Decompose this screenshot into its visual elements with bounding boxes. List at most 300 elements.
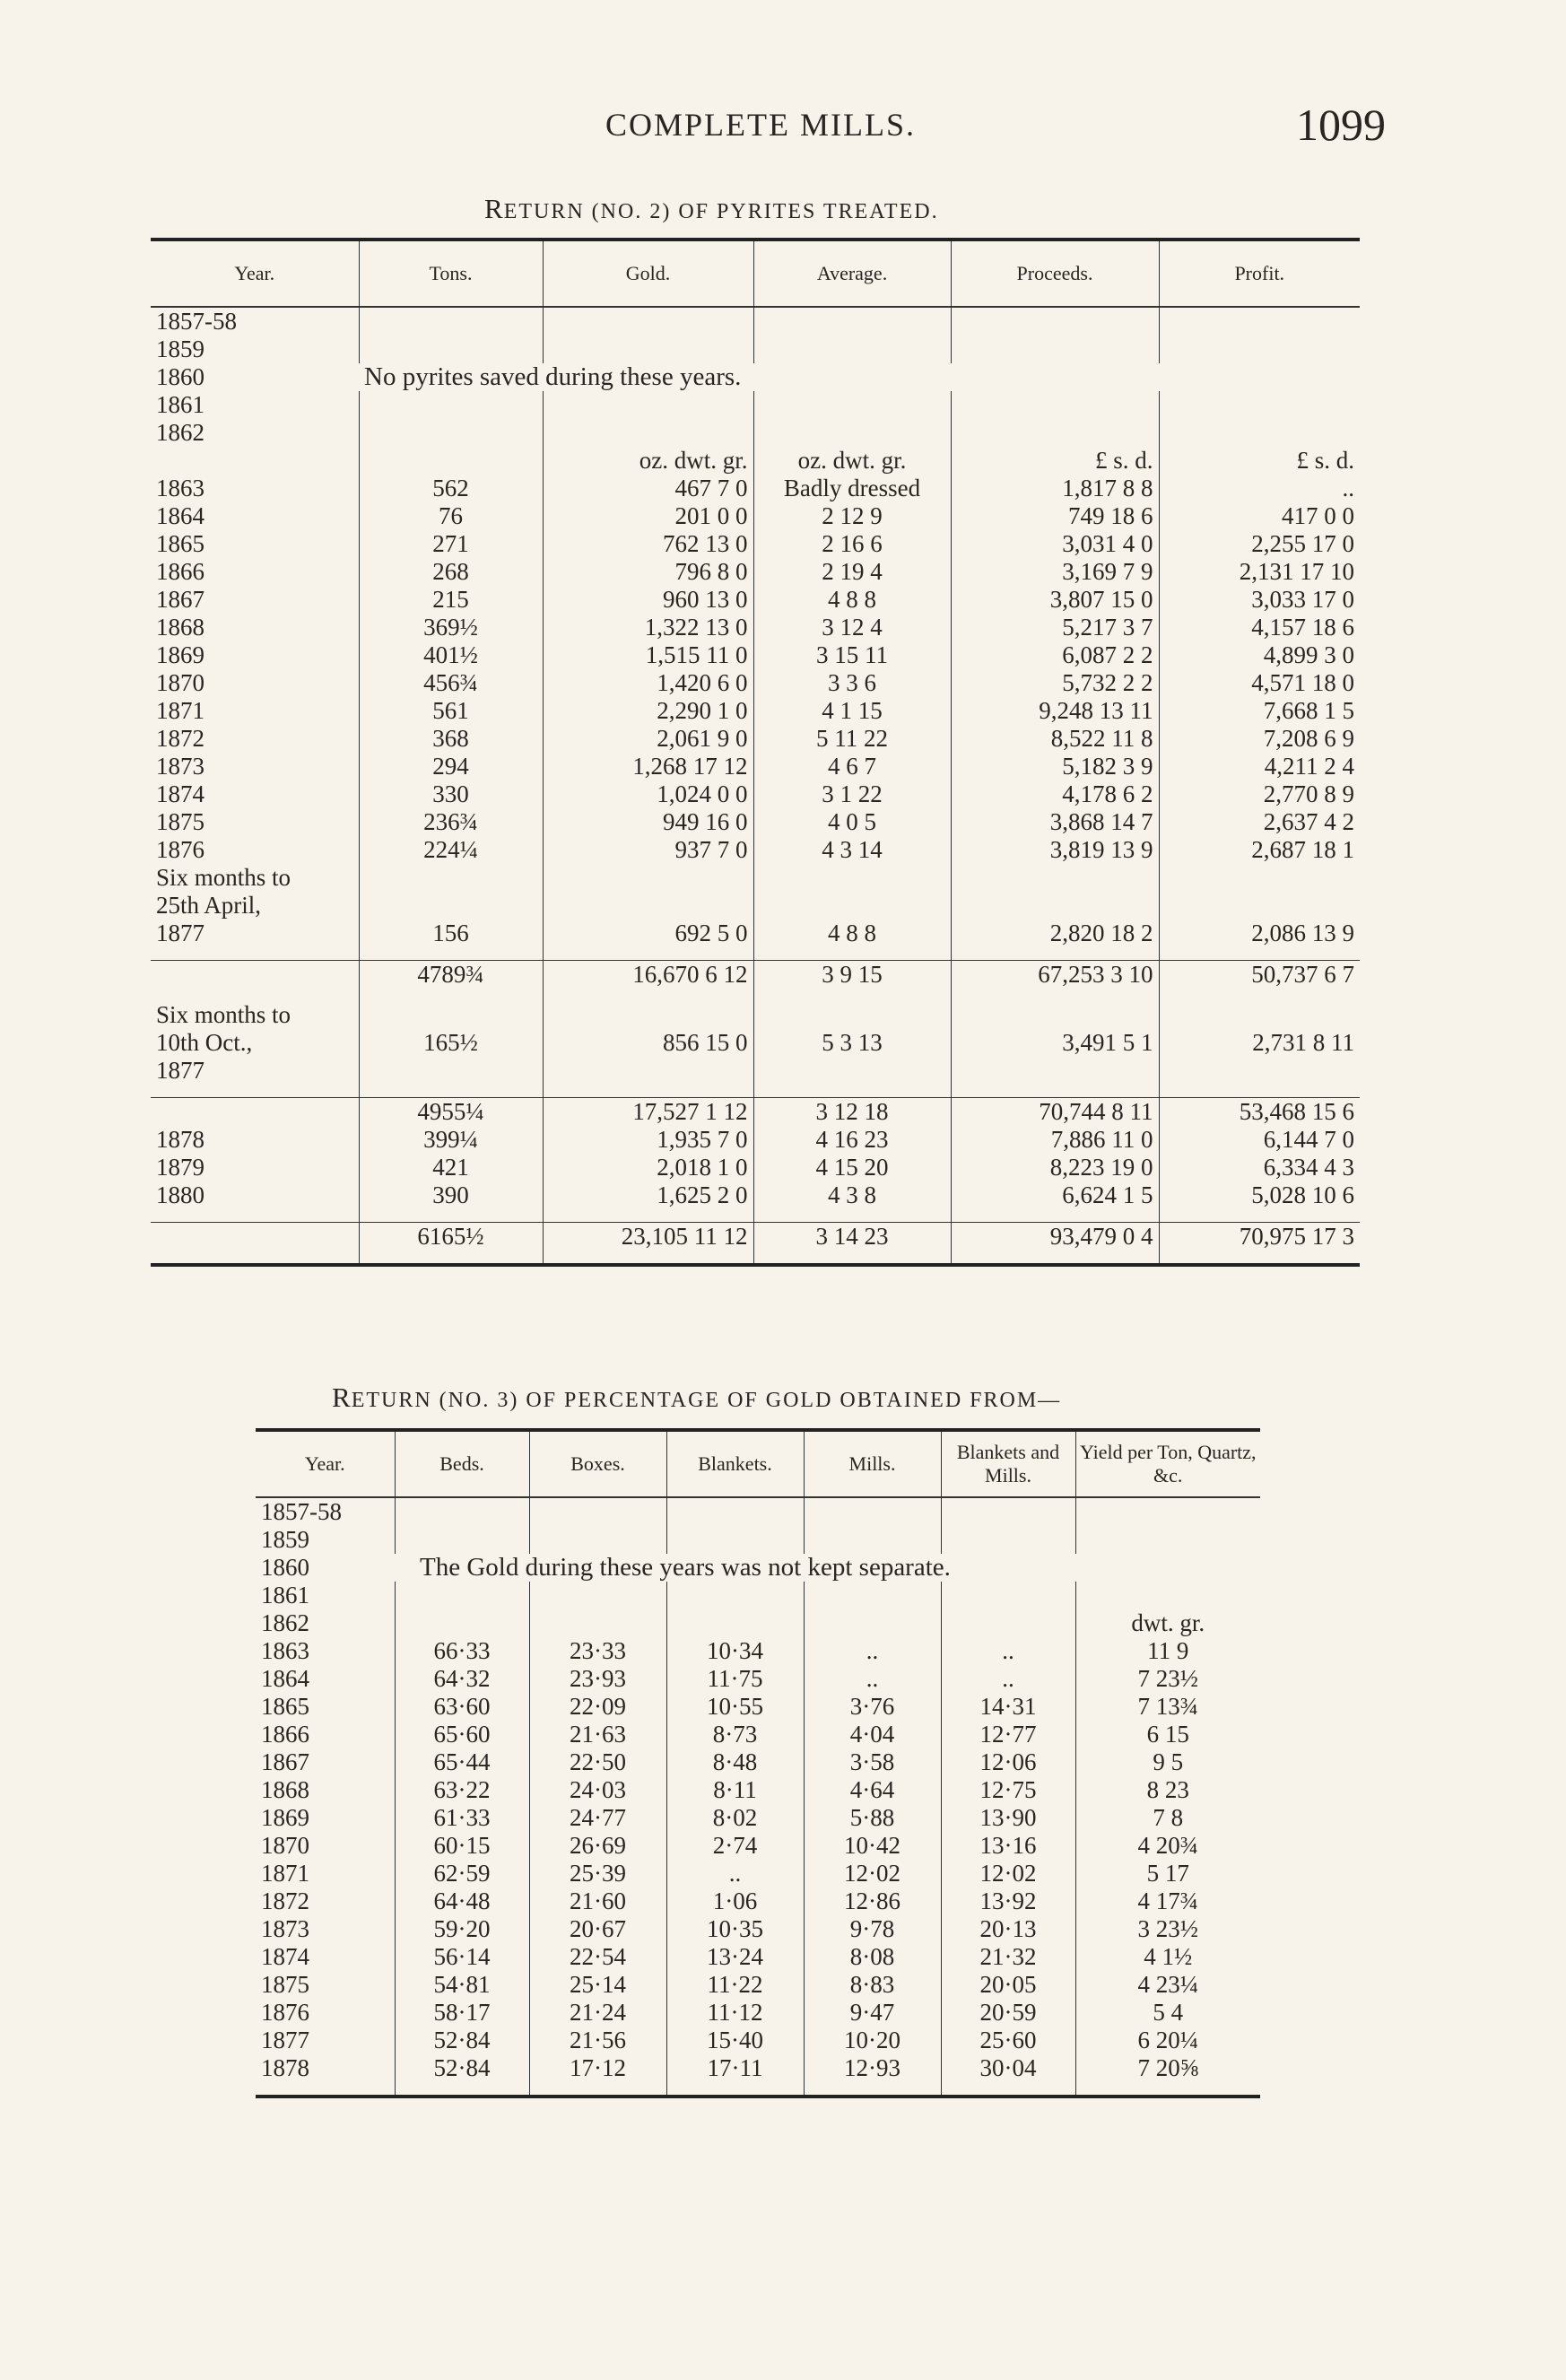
- yield-cell: 3 23½: [1075, 1915, 1260, 1943]
- table-row: [256, 1971, 1260, 1999]
- blankets-mills-cell: 14·31: [941, 1693, 1075, 1721]
- year-cell: 1870: [156, 669, 204, 696]
- gold-cell: 16,670 6 12: [543, 961, 753, 989]
- tons-cell: 330: [359, 780, 543, 808]
- table-row: [151, 669, 1360, 697]
- proceeds-cell: 67,253 3 10: [951, 961, 1159, 989]
- gold-cell: 1,515 11 0: [543, 641, 753, 669]
- table-row: [151, 1181, 1360, 1209]
- year-cell: 1879: [156, 1154, 204, 1181]
- yield-cell: 7 13¾: [1075, 1693, 1260, 1721]
- gold-cell: 2,018 1 0: [543, 1154, 753, 1181]
- units-profit: £ s. d.: [1159, 447, 1360, 475]
- proceeds-cell: 70,744 8 11: [951, 1098, 1159, 1127]
- early-note: No pyrites saved during these years.: [364, 362, 742, 391]
- blankets-mills-cell: 30·04: [941, 2054, 1075, 2082]
- pyrites-table: [151, 238, 1360, 1267]
- table-row: [151, 363, 1360, 391]
- boxes-cell: 23·33: [529, 1637, 666, 1665]
- mills-cell: 10·42: [804, 1832, 941, 1860]
- proceeds-cell: 8,522 11 8: [951, 725, 1159, 753]
- year-cell: 1866: [261, 1721, 309, 1748]
- boxes-cell: 21·60: [529, 1887, 666, 1915]
- mills-cell: 10·20: [804, 2027, 941, 2054]
- col-gold: Gold.: [543, 240, 753, 307]
- table-row: [151, 641, 1360, 669]
- running-head: [152, 100, 1386, 160]
- blankets-mills-cell: 20·05: [941, 1971, 1075, 1999]
- tons-cell: 390: [359, 1181, 543, 1209]
- yield-cell: 4 17¾: [1075, 1887, 1260, 1915]
- beds-cell: 60·15: [395, 1832, 529, 1860]
- gold-cell: 201 0 0: [543, 502, 753, 530]
- year-cell: 1880: [156, 1181, 204, 1208]
- table-row: [256, 1804, 1260, 1832]
- proceeds-cell: 6,087 2 2: [951, 641, 1159, 669]
- proceeds-cell: 2,820 18 2: [951, 920, 1159, 947]
- table-row: [256, 1693, 1260, 1721]
- yield-cell: 9 5: [1075, 1748, 1260, 1776]
- col-year: Year.: [304, 1452, 345, 1475]
- gold-cell: 762 13 0: [543, 530, 753, 558]
- six-months-label-row: [151, 1001, 1360, 1029]
- year-cell: 1872: [156, 725, 204, 752]
- tons-cell: 271: [359, 530, 543, 558]
- mills-cell: 12·93: [804, 2054, 941, 2082]
- beds-cell: 66·33: [395, 1637, 529, 1665]
- table-row: [256, 1832, 1260, 1860]
- col-blankets: Blankets.: [666, 1430, 804, 1497]
- tons-cell: 421: [359, 1154, 543, 1181]
- tons-cell: 562: [359, 475, 543, 502]
- yield-cell: 4 1½: [1075, 1943, 1260, 1971]
- table-row: [256, 1887, 1260, 1915]
- table-row: [256, 1860, 1260, 1887]
- year-cell: 1862: [261, 1609, 309, 1636]
- table3-header-row: [256, 1430, 1260, 1497]
- average-cell: 4 8 8: [753, 586, 951, 614]
- year-cell: 1860: [156, 363, 204, 390]
- beds-cell: 62·59: [395, 1860, 529, 1887]
- profit-cell: 4,211 2 4: [1159, 753, 1360, 780]
- mills-cell: ..: [804, 1665, 941, 1693]
- page-number: 1099: [1296, 100, 1386, 150]
- blankets-mills-cell: 12·75: [941, 1776, 1075, 1804]
- beds-cell: 58·17: [395, 1999, 529, 2027]
- year-cell: 1869: [261, 1804, 309, 1831]
- gold-cell: 1,625 2 0: [543, 1181, 753, 1209]
- boxes-cell: 26·69: [529, 1832, 666, 1860]
- table-row: [256, 2027, 1260, 2054]
- yield-cell: 5 4: [1075, 1999, 1260, 2027]
- mills-cell: 3·76: [804, 1693, 941, 1721]
- col-proceeds: Proceeds.: [951, 240, 1159, 307]
- year-cell: 1863: [156, 475, 204, 501]
- beds-cell: 65·44: [395, 1748, 529, 1776]
- profit-cell: 2,637 4 2: [1159, 808, 1360, 836]
- tons-cell: 6165½: [359, 1223, 543, 1251]
- year-cell: 1857-58: [261, 1498, 342, 1525]
- average-cell: 4 16 23: [753, 1126, 951, 1154]
- early-note: The Gold during these years was not kept separate.: [420, 1553, 951, 1582]
- boxes-cell: 22·54: [529, 1943, 666, 1971]
- profit-cell: 4,571 18 0: [1159, 669, 1360, 697]
- yield-cell: 7 20⅝: [1075, 2054, 1260, 2082]
- blankets-cell: 11·22: [666, 1971, 804, 1999]
- proceeds-cell: 3,031 4 0: [951, 530, 1159, 558]
- mills-cell: 8·83: [804, 1971, 941, 1999]
- tons-cell: 368: [359, 725, 543, 753]
- tons-cell: 399¼: [359, 1126, 543, 1154]
- blankets-mills-cell: 12·06: [941, 1748, 1075, 1776]
- year-cell: 1871: [261, 1860, 309, 1887]
- beds-cell: 65·60: [395, 1721, 529, 1748]
- six-months-label-row: [151, 892, 1360, 920]
- table-row: [151, 475, 1360, 502]
- table-row: [151, 836, 1360, 864]
- units-average: oz. dwt. gr.: [753, 447, 951, 475]
- average-cell: 3 12 4: [753, 614, 951, 641]
- tons-cell: 224¼: [359, 836, 543, 864]
- mills-cell: 12·86: [804, 1887, 941, 1915]
- table3-caption: RETURN (NO. 3) OF PERCENTAGE OF GOLD OBTAINED FROM—: [332, 1382, 1062, 1413]
- period-label: 25th April,: [156, 892, 262, 919]
- year-cell: 1873: [156, 753, 204, 780]
- proceeds-cell: 749 18 6: [951, 502, 1159, 530]
- tons-cell: 76: [359, 502, 543, 530]
- gold-cell: 796 8 0: [543, 558, 753, 586]
- profit-cell: 7,208 6 9: [1159, 725, 1360, 753]
- table-row: [151, 725, 1360, 753]
- profit-cell: 2,687 18 1: [1159, 836, 1360, 864]
- gold-cell: 1,935 7 0: [543, 1126, 753, 1154]
- gold-cell: 23,105 11 12: [543, 1223, 753, 1251]
- year-cell: 1861: [156, 391, 204, 418]
- col-beds: Beds.: [395, 1430, 529, 1497]
- table-row: [151, 614, 1360, 641]
- blankets-cell: 8·48: [666, 1748, 804, 1776]
- period-label: 1877: [156, 1057, 204, 1084]
- proceeds-cell: 93,479 0 4: [951, 1223, 1159, 1251]
- year-cell: 10th Oct.,: [156, 1029, 253, 1056]
- table-row: [256, 1665, 1260, 1693]
- year-cell: 1877: [261, 2027, 309, 2053]
- profit-cell: 6,144 7 0: [1159, 1126, 1360, 1154]
- blankets-mills-cell: ..: [941, 1665, 1075, 1693]
- profit-cell: 7,668 1 5: [1159, 697, 1360, 725]
- tons-cell: 369½: [359, 614, 543, 641]
- average-cell: 3 3 6: [753, 669, 951, 697]
- average-cell: 2 19 4: [753, 558, 951, 586]
- boxes-cell: 22·50: [529, 1748, 666, 1776]
- proceeds-cell: 3,807 15 0: [951, 586, 1159, 614]
- blankets-mills-cell: 20·13: [941, 1915, 1075, 1943]
- blankets-mills-cell: 12·77: [941, 1721, 1075, 1748]
- blankets-mills-cell: ..: [941, 1637, 1075, 1665]
- proceeds-cell: 4,178 6 2: [951, 780, 1159, 808]
- year-cell: 1874: [261, 1943, 309, 1970]
- beds-cell: 63·60: [395, 1693, 529, 1721]
- average-cell: 4 8 8: [753, 920, 951, 947]
- blankets-mills-cell: 13·16: [941, 1832, 1075, 1860]
- proceeds-cell: 7,886 11 0: [951, 1126, 1159, 1154]
- tons-cell: 4789¾: [359, 961, 543, 989]
- year-cell: 1859: [261, 1526, 309, 1553]
- beds-cell: 63·22: [395, 1776, 529, 1804]
- blankets-cell: 13·24: [666, 1943, 804, 1971]
- proceeds-cell: 5,182 3 9: [951, 753, 1159, 780]
- table2-header-row: [151, 240, 1360, 307]
- blankets-cell: 11·75: [666, 1665, 804, 1693]
- table-row: [151, 586, 1360, 614]
- table-row: [256, 1526, 1260, 1554]
- period-label: Six months to: [156, 1001, 291, 1028]
- yield-cell: 4 20¾: [1075, 1832, 1260, 1860]
- proceeds-cell: 3,819 13 9: [951, 836, 1159, 864]
- beds-cell: 64·48: [395, 1887, 529, 1915]
- gold-cell: 2,061 9 0: [543, 725, 753, 753]
- profit-cell: 6,334 4 3: [1159, 1154, 1360, 1181]
- six-months-label-row: [151, 1057, 1360, 1085]
- table-row: [256, 1999, 1260, 2027]
- year-cell: 1867: [261, 1748, 309, 1775]
- blankets-mills-cell: 25·60: [941, 2027, 1075, 2054]
- year-cell: 1871: [156, 697, 204, 724]
- units-gold: oz. dwt. gr.: [543, 447, 753, 475]
- table-row: [256, 2054, 1260, 2082]
- year-cell: 1867: [156, 586, 204, 613]
- gold-cell: 467 7 0: [543, 475, 753, 502]
- profit-cell: 417 0 0: [1159, 502, 1360, 530]
- mills-cell: 12·02: [804, 1860, 941, 1887]
- gold-cell: 17,527 1 12: [543, 1098, 753, 1127]
- year-cell: 1878: [261, 2054, 309, 2081]
- table-row: [256, 1943, 1260, 1971]
- total-row: [151, 1223, 1360, 1251]
- profit-cell: 53,468 15 6: [1159, 1098, 1360, 1127]
- boxes-cell: 22·09: [529, 1693, 666, 1721]
- gold-cell: 1,024 0 0: [543, 780, 753, 808]
- average-cell: 4 3 14: [753, 836, 951, 864]
- year-cell: 1857-58: [156, 308, 237, 335]
- col-yield: Yield per Ton, Quartz, &c.: [1075, 1430, 1260, 1497]
- average-cell: 4 15 20: [753, 1154, 951, 1181]
- average-cell: 4 1 15: [753, 697, 951, 725]
- table-row: [151, 530, 1360, 558]
- blankets-cell: 10·34: [666, 1637, 804, 1665]
- average-cell: 5 3 13: [753, 1029, 951, 1057]
- col-blankets-and-mills: Blankets and Mills.: [941, 1430, 1075, 1497]
- table-row: [256, 1748, 1260, 1776]
- profit-cell: 2,770 8 9: [1159, 780, 1360, 808]
- year-cell: 1864: [261, 1665, 309, 1692]
- year-cell: 1875: [261, 1971, 309, 1998]
- proceeds-cell: 5,217 3 7: [951, 614, 1159, 641]
- yield-cell: 4 23¼: [1075, 1971, 1260, 1999]
- year-cell: 1865: [156, 530, 204, 557]
- gold-cell: 1,268 17 12: [543, 753, 753, 780]
- table-row: [256, 1915, 1260, 1943]
- year-cell: 1869: [156, 641, 204, 668]
- table-row: [256, 1776, 1260, 1804]
- blankets-cell: 8·73: [666, 1721, 804, 1748]
- table-row: [151, 419, 1360, 447]
- col-average: Average.: [753, 240, 951, 307]
- beds-cell: 52·84: [395, 2027, 529, 2054]
- tons-cell: 561: [359, 697, 543, 725]
- average-cell: 3 12 18: [753, 1098, 951, 1127]
- year-cell: 1876: [261, 1999, 309, 2026]
- year-cell: 1868: [261, 1776, 309, 1803]
- col-boxes: Boxes.: [529, 1430, 666, 1497]
- proceeds-cell: 5,732 2 2: [951, 669, 1159, 697]
- average-cell: 4 6 7: [753, 753, 951, 780]
- beds-cell: 52·84: [395, 2054, 529, 2082]
- blankets-cell: 11·12: [666, 1999, 804, 2027]
- blankets-mills-cell: 13·92: [941, 1887, 1075, 1915]
- col-profit: Profit.: [1159, 240, 1360, 307]
- blankets-mills-cell: 13·90: [941, 1804, 1075, 1832]
- profit-cell: 4,899 3 0: [1159, 641, 1360, 669]
- mills-cell: 8·08: [804, 1943, 941, 1971]
- boxes-cell: 23·93: [529, 1665, 666, 1693]
- boxes-cell: 21·56: [529, 2027, 666, 2054]
- profit-cell: 50,737 6 7: [1159, 961, 1360, 989]
- year-cell: 1875: [156, 808, 204, 835]
- average-cell: 3 9 15: [753, 961, 951, 989]
- blankets-mills-cell: 21·32: [941, 1943, 1075, 1971]
- boxes-cell: 21·63: [529, 1721, 666, 1748]
- average-cell: 4 0 5: [753, 808, 951, 836]
- blankets-cell: ..: [666, 1860, 804, 1887]
- mills-cell: ..: [804, 1637, 941, 1665]
- tons-cell: 268: [359, 558, 543, 586]
- beds-cell: 54·81: [395, 1971, 529, 1999]
- proceeds-cell: 3,169 7 9: [951, 558, 1159, 586]
- average-cell: 4 3 8: [753, 1181, 951, 1209]
- boxes-cell: 25·39: [529, 1860, 666, 1887]
- year-cell: 1870: [261, 1832, 309, 1859]
- boxes-cell: 21·24: [529, 1999, 666, 2027]
- tons-cell: 294: [359, 753, 543, 780]
- table-row: [256, 1609, 1260, 1637]
- table-row: [256, 1497, 1260, 1526]
- beds-cell: 56·14: [395, 1943, 529, 1971]
- blankets-cell: 1·06: [666, 1887, 804, 1915]
- profit-cell: 5,028 10 6: [1159, 1181, 1360, 1209]
- boxes-cell: 20·67: [529, 1915, 666, 1943]
- year-cell: 1864: [156, 502, 204, 529]
- profit-cell: 2,086 13 9: [1159, 920, 1360, 947]
- tons-cell: 156: [359, 920, 543, 947]
- boxes-cell: 24·03: [529, 1776, 666, 1804]
- tons-cell: 165½: [359, 1029, 543, 1057]
- table-row: [151, 1154, 1360, 1181]
- table-row: [151, 808, 1360, 836]
- table-row: [151, 753, 1360, 780]
- six-months-label-row: [151, 864, 1360, 892]
- mills-cell: 3·58: [804, 1748, 941, 1776]
- units-row: [151, 447, 1360, 475]
- table-row: [151, 558, 1360, 586]
- blankets-cell: 15·40: [666, 2027, 804, 2054]
- mills-cell: 4·64: [804, 1776, 941, 1804]
- profit-cell: 2,255 17 0: [1159, 530, 1360, 558]
- mills-cell: 9·47: [804, 1999, 941, 2027]
- year-cell: 1876: [156, 836, 204, 863]
- profit-cell: 2,731 8 11: [1159, 1029, 1360, 1057]
- gold-cell: 2,290 1 0: [543, 697, 753, 725]
- proceeds-cell: 3,491 5 1: [951, 1029, 1159, 1057]
- mills-cell: 9·78: [804, 1915, 941, 1943]
- table-row: [151, 336, 1360, 363]
- gold-cell: 937 7 0: [543, 836, 753, 864]
- six-months-row: [151, 920, 1360, 947]
- table-row: [151, 780, 1360, 808]
- profit-cell: 2,131 17 10: [1159, 558, 1360, 586]
- table2-caption: RETURN (NO. 2) OF PYRITES TREATED.: [484, 193, 939, 224]
- tons-cell: 456¾: [359, 669, 543, 697]
- table-row: [256, 1554, 1260, 1582]
- beds-cell: 64·32: [395, 1665, 529, 1693]
- year-cell: 1866: [156, 558, 204, 585]
- year-cell: 1873: [261, 1915, 309, 1942]
- table-row: [256, 1721, 1260, 1748]
- year-cell: 1878: [156, 1126, 204, 1153]
- mills-cell: 5·88: [804, 1804, 941, 1832]
- table-row: [151, 307, 1360, 336]
- average-cell: 3 1 22: [753, 780, 951, 808]
- subtotal-row: [151, 1098, 1360, 1127]
- boxes-cell: 17·12: [529, 2054, 666, 2082]
- year-cell: 1861: [261, 1582, 309, 1608]
- yield-cell: 7 23½: [1075, 1665, 1260, 1693]
- col-year: Year.: [234, 262, 275, 284]
- proceeds-cell: 8,223 19 0: [951, 1154, 1159, 1181]
- yield-cell: 8 23: [1075, 1776, 1260, 1804]
- mills-cell: 4·04: [804, 1721, 941, 1748]
- blankets-mills-cell: 12·02: [941, 1860, 1075, 1887]
- units-yield: dwt. gr.: [1075, 1609, 1260, 1637]
- average-cell: Badly dressed: [753, 475, 951, 502]
- table-row: [256, 1637, 1260, 1665]
- average-cell: 5 11 22: [753, 725, 951, 753]
- year-cell: 1874: [156, 780, 204, 807]
- table-row: [151, 1126, 1360, 1154]
- year-cell: 1860: [261, 1554, 309, 1581]
- blankets-cell: 2·74: [666, 1832, 804, 1860]
- blankets-cell: 17·11: [666, 2054, 804, 2082]
- percentage-table: [256, 1428, 1260, 2098]
- gold-cell: 856 15 0: [543, 1029, 753, 1057]
- average-cell: 3 14 23: [753, 1223, 951, 1251]
- gold-cell: 1,322 13 0: [543, 614, 753, 641]
- year-cell: 1865: [261, 1693, 309, 1720]
- beds-cell: 59·20: [395, 1915, 529, 1943]
- blankets-mills-cell: 20·59: [941, 1999, 1075, 2027]
- profit-cell: 70,975 17 3: [1159, 1223, 1360, 1251]
- beds-cell: 61·33: [395, 1804, 529, 1832]
- gold-cell: 960 13 0: [543, 586, 753, 614]
- profit-cell: 4,157 18 6: [1159, 614, 1360, 641]
- blankets-cell: 8·02: [666, 1804, 804, 1832]
- proceeds-cell: 1,817 8 8: [951, 475, 1159, 502]
- profit-cell: 3,033 17 0: [1159, 586, 1360, 614]
- yield-cell: 6 20¼: [1075, 2027, 1260, 2054]
- year-cell: 1877: [156, 920, 204, 946]
- year-cell: 1863: [261, 1637, 309, 1664]
- gold-cell: 1,420 6 0: [543, 669, 753, 697]
